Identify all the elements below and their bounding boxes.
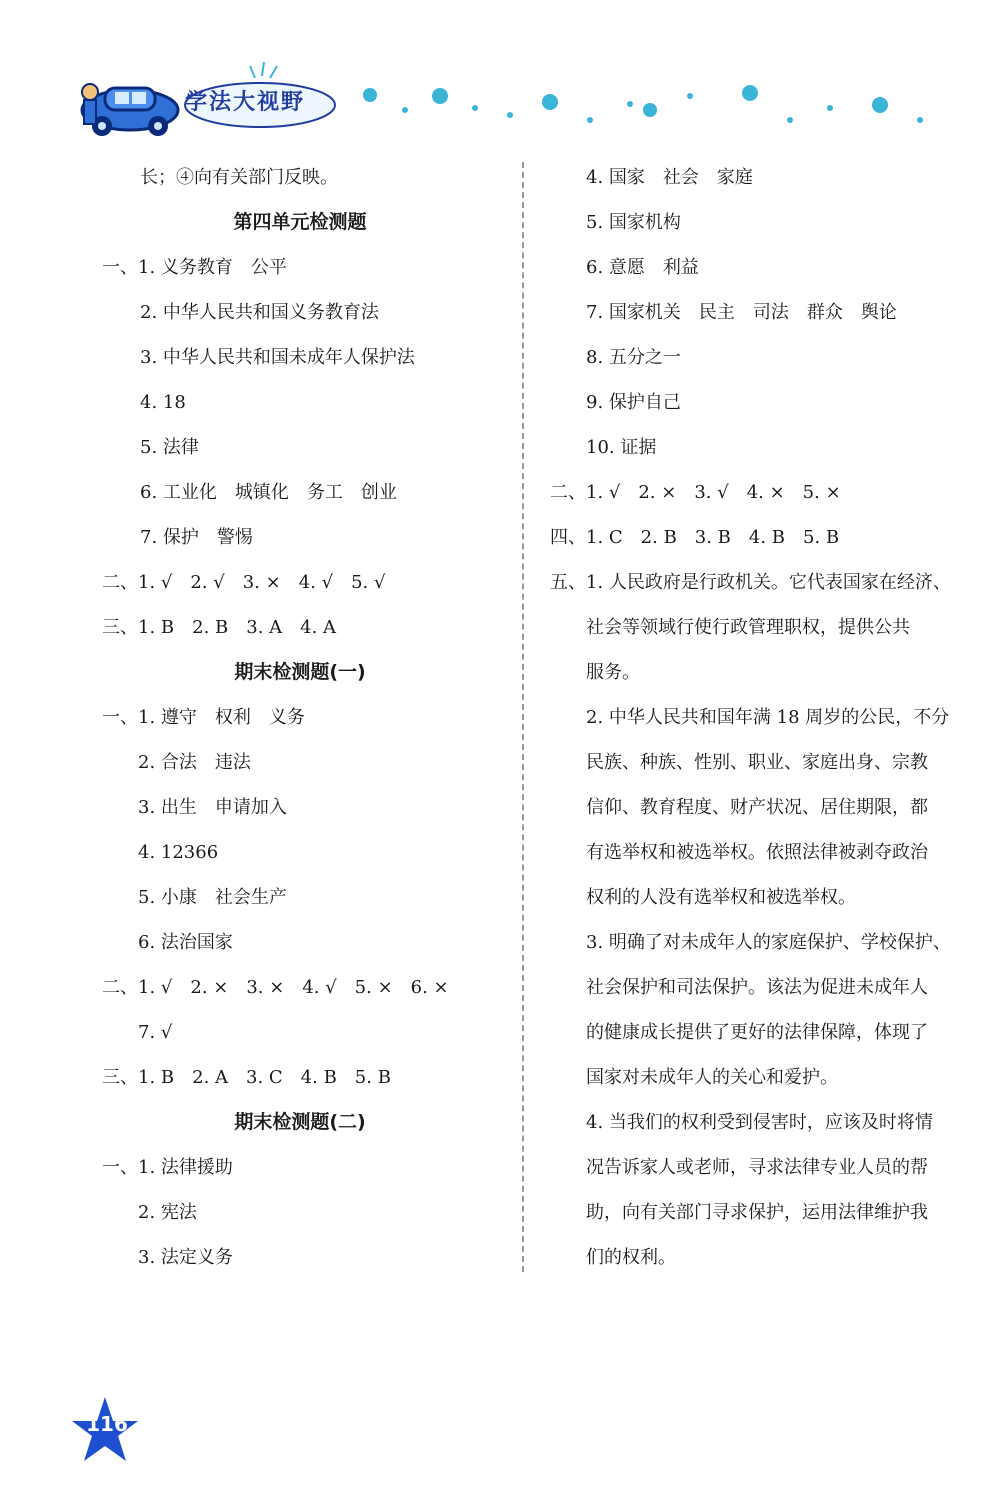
answer-line: 服务。 bbox=[586, 662, 640, 683]
answer-line: 3. 中华人民共和国未成年人保护法 bbox=[140, 347, 415, 368]
left-column bbox=[100, 155, 500, 1280]
answer-line: 二、1. √ 2. × 3. √ 4. × 5. × bbox=[550, 482, 841, 503]
answer-line: 3. 法定义务 bbox=[138, 1247, 233, 1268]
answer-line: 2. 合法 违法 bbox=[138, 752, 251, 773]
answer-line: 助，向有关部门寻求保护，运用法律维护我 bbox=[586, 1202, 928, 1223]
answer-line: 们的权利。 bbox=[586, 1247, 676, 1268]
logo-title: 学法大视野 bbox=[185, 90, 306, 115]
answer-line: 2. 宪法 bbox=[138, 1202, 197, 1223]
answer-line: 国家对未成年人的关心和爱护。 bbox=[586, 1067, 838, 1088]
answer-line: 6. 法治国家 bbox=[138, 932, 233, 953]
answer-line: 社会保护和司法保护。该法为促进未成年人 bbox=[586, 977, 928, 998]
answer-line: 5. 法律 bbox=[140, 437, 199, 458]
answer-line: 9. 保护自己 bbox=[586, 392, 681, 413]
answer-line: 四、1. C 2. B 3. B 4. B 5. B bbox=[550, 527, 840, 548]
answer-line: 6. 意愿 利益 bbox=[586, 257, 699, 278]
answer-line: 3. 明确了对未成年人的家庭保护、学校保护、 bbox=[586, 932, 951, 953]
answer-line: 4. 国家 社会 家庭 bbox=[586, 167, 753, 188]
answer-line: 三、1. B 2. B 3. A 4. A bbox=[102, 617, 337, 638]
answer-line: 7. 保护 警惕 bbox=[140, 527, 253, 548]
answer-line: 三、1. B 2. A 3. C 4. B 5. B bbox=[102, 1067, 391, 1088]
answer-line: 权利的人没有选举权和被选举权。 bbox=[586, 887, 856, 908]
answer-line: 二、1. √ 2. √ 3. × 4. √ 5. √ bbox=[102, 572, 386, 593]
column-divider bbox=[522, 162, 524, 1272]
answer-line: 一、1. 法律援助 bbox=[102, 1157, 233, 1178]
answer-line: 5. 小康 社会生产 bbox=[138, 887, 287, 908]
sparkle-trail bbox=[363, 85, 923, 123]
answer-line: 信仰、教育程度、财产状况、居住期限，都 bbox=[586, 797, 928, 818]
answer-line: 4. 18 bbox=[140, 392, 186, 413]
answer-line: 有选举权和被选举权。依照法律被剥夺政治 bbox=[586, 842, 928, 863]
answer-line: 二、1. √ 2. × 3. × 4. √ 5. × 6. × bbox=[102, 977, 449, 998]
answer-line: 五、1. 人民政府是行政机关。它代表国家在经济、 bbox=[550, 572, 951, 593]
answer-line: 7. 国家机关 民主 司法 群众 舆论 bbox=[586, 302, 897, 323]
section-heading: 第四单元检测题 bbox=[233, 211, 367, 233]
answer-line: 7. √ bbox=[138, 1022, 173, 1043]
section-heading: 期末检测题(二) bbox=[234, 1111, 366, 1133]
right-column bbox=[548, 155, 958, 1280]
answer-line: 4. 当我们的权利受到侵害时，应该及时将情 bbox=[586, 1112, 933, 1133]
answer-line: 的健康成长提供了更好的法律保障，体现了 bbox=[586, 1022, 928, 1043]
answer-line: 10. 证据 bbox=[586, 437, 657, 458]
answer-line: 6. 工业化 城镇化 务工 创业 bbox=[140, 482, 397, 503]
answer-line: 2. 中华人民共和国年满 18 周岁的公民，不分 bbox=[586, 707, 950, 728]
answer-line: 4. 12366 bbox=[138, 842, 219, 863]
car-icon bbox=[82, 84, 178, 136]
section-heading: 期末检测题(一) bbox=[234, 661, 366, 683]
answer-line: 长；④向有关部门反映。 bbox=[140, 167, 338, 188]
answer-line: 社会等领域行使行政管理职权，提供公共 bbox=[586, 617, 910, 638]
answer-line: 一、1. 遵守 权利 义务 bbox=[102, 707, 305, 728]
answer-line: 一、1. 义务教育 公平 bbox=[102, 257, 287, 278]
answer-line: 民族、种族、性别、职业、家庭出身、宗教 bbox=[586, 752, 928, 773]
answer-line: 5. 国家机构 bbox=[586, 212, 681, 233]
answer-line: 8. 五分之一 bbox=[586, 347, 681, 368]
page-number: 116 bbox=[86, 1412, 128, 1436]
answer-line: 2. 中华人民共和国义务教育法 bbox=[140, 302, 379, 323]
answer-line: 3. 出生 申请加入 bbox=[138, 797, 287, 818]
answer-line: 况告诉家人或老师，寻求法律专业人员的帮 bbox=[586, 1157, 928, 1178]
